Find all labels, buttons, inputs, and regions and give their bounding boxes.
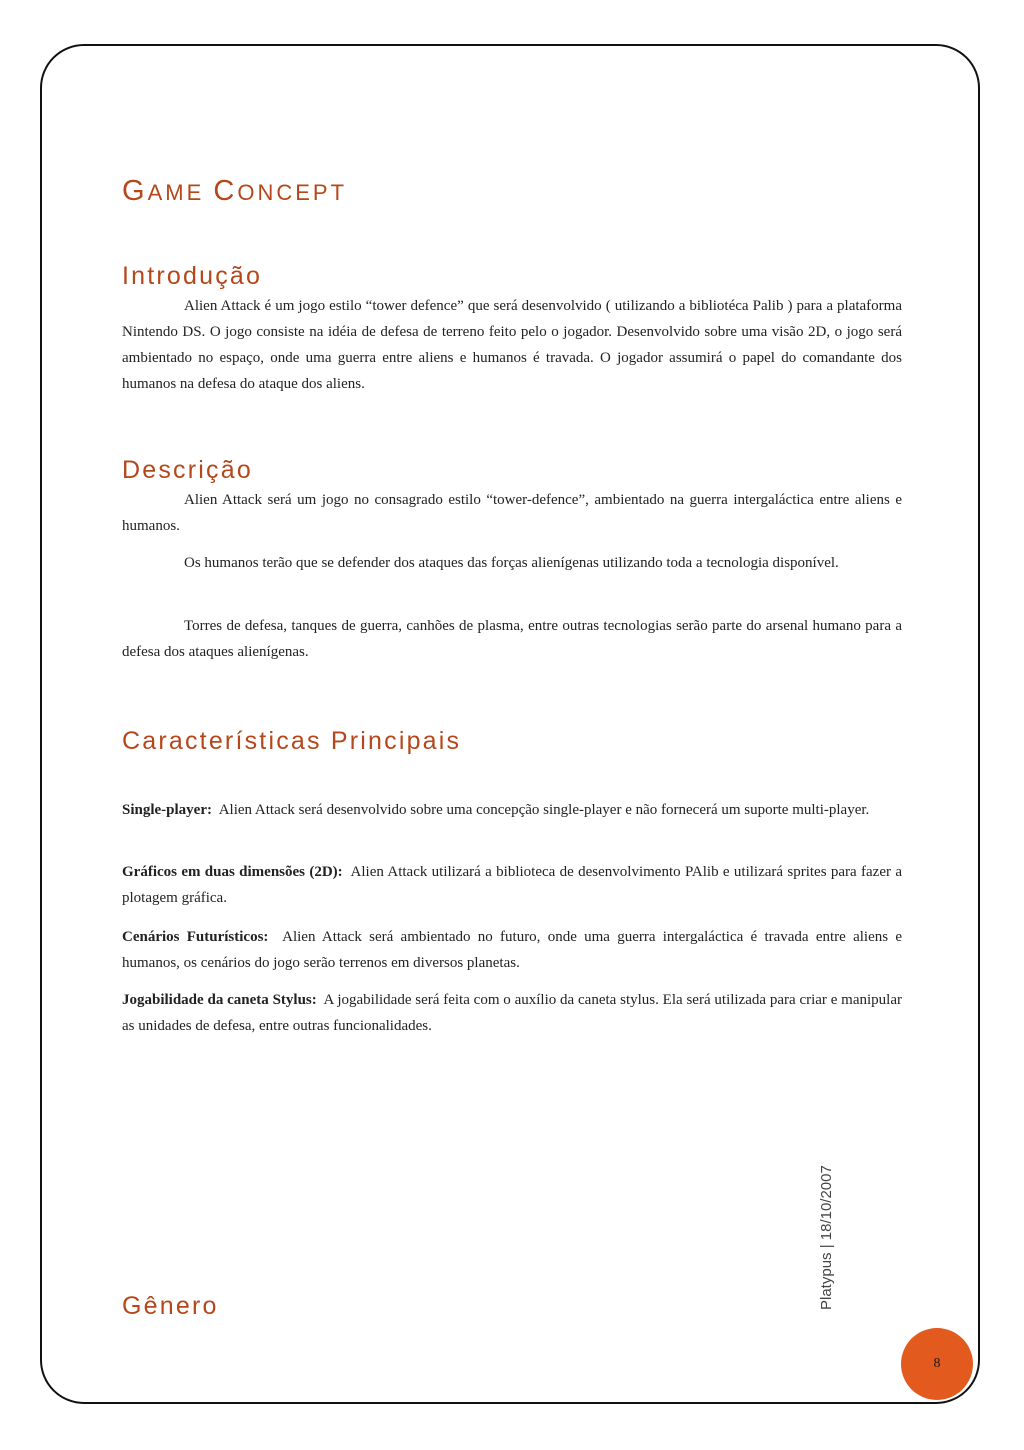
page-number: 8 bbox=[933, 1356, 941, 1371]
section-heading-descricao: Descrição bbox=[122, 456, 253, 484]
feature-item bbox=[122, 924, 902, 976]
feature-text: Alien Attack utilizará a biblioteca de desenvolvimento PAlib e utilizará sprites para fazer a plotagem gráfica. bbox=[122, 864, 902, 906]
feature-label: Single-player: bbox=[122, 802, 212, 818]
description-paragraph: Alien Attack será um jogo no consagrado estilo “tower-defence”, ambientado na guerra intergaláctica entre aliens e humanos. bbox=[122, 492, 902, 534]
description-paragraph: Os humanos terão que se defender dos ataques das forças alienígenas utilizando toda a tecnologia disponível. bbox=[184, 555, 839, 571]
feature-label: Cenários Futurísticos: bbox=[122, 929, 269, 945]
feature-text: A jogabilidade será feita com o auxílio da caneta stylus. Ela será utilizada para criar e manipular as unidades de defesa, entre outras funcionalidades. bbox=[122, 992, 902, 1034]
description-paragraph: Torres de defesa, tanques de guerra, canhões de plasma, entre outras tecnologias serão parte do arsenal humano para a defesa dos ataques alienígenas. bbox=[122, 618, 902, 660]
page-frame bbox=[40, 44, 980, 1404]
feature-label: Gráficos em duas dimensões (2D): bbox=[122, 864, 343, 880]
page-number-badge bbox=[901, 1328, 973, 1400]
section-heading-caracteristicas: Características Principais bbox=[122, 727, 462, 755]
feature-item bbox=[122, 987, 902, 1039]
feature-text: Alien Attack será desenvolvido sobre uma concepção single-player e não fornecerá um suporte multi-player. bbox=[218, 802, 870, 818]
feature-text: Alien Attack será ambientado no futuro, onde uma guerra intergaláctica é travada entre aliens e humanos, os cenários do jogo serão terrenos em diversos planetas. bbox=[122, 929, 902, 971]
section-heading-genero: Gênero bbox=[122, 1292, 219, 1320]
author-date-label: Platypus | 18/10/2007 bbox=[818, 1165, 835, 1310]
feature-label: Jogabilidade da caneta Stylus: bbox=[122, 992, 317, 1008]
intro-paragraph: Alien Attack é um jogo estilo “tower defence” que será desenvolvido ( utilizando a bibliotéca Palib ) para a plataforma Nintendo DS. O jogo consiste na idéia de defesa de terreno feito pelo o jogador. Desenvolvido sobre uma visão 2D, o jogo será ambientado no espaço, onde uma guerra entre aliens e humanos é travada. O jogador assumirá o papel do comandante dos humanos na defesa do ataque dos aliens. bbox=[122, 298, 902, 392]
feature-item bbox=[122, 797, 902, 823]
document-title: GAME CONCEPT bbox=[122, 175, 348, 207]
feature-item bbox=[122, 859, 902, 911]
section-heading-introducao: Introdução bbox=[122, 262, 263, 290]
